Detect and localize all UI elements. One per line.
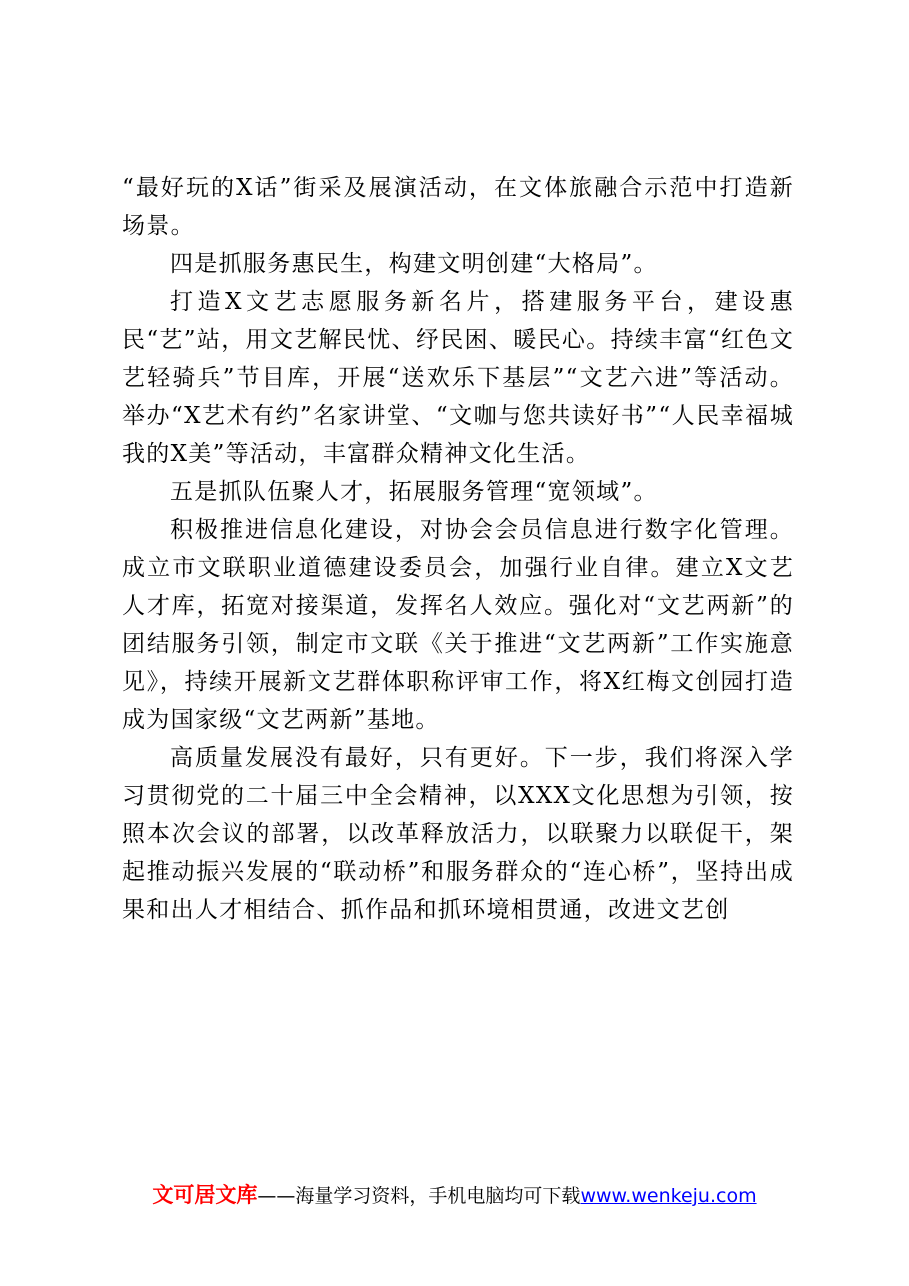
section-heading-four: 四是抓服务惠民生，构建文明创建“大格局”。 (170, 251, 658, 277)
section-heading-five: 五是抓队伍聚人才，拓展服务管理“宽领域”。 (170, 479, 658, 505)
paragraph-volunteer-service: 打造X文艺志愿服务新名片，搭建服务平台，建设惠民“艺”站，用文艺解民忧、纾民困、暖民心。持续丰富“红色文艺轻骑兵”节目库，开展“送欢乐下基层”“文艺六进”等活动。举办“X艺术有约”名家讲堂、“文咖与您共读好书”“人民幸福城我的X美”等活动，丰富群众精神文化生活。 (122, 289, 794, 467)
paragraph-next-steps: 高质量发展没有最好，只有更好。下一步，我们将深入学习贯彻党的二十届三中全会精神，以XXX文化思想为引领，按照本次会议的部署，以改革释放活力，以联聚力以联促干，架起推动振兴发展的“联动桥”和服务群众的“连心桥”，坚持出成果和出人才相结合、抓作品和抓环境相贯通，改进文艺创 (122, 745, 794, 923)
footer-banner (0, 1180, 909, 1211)
footer-brand: 文可居文库 (152, 1183, 258, 1207)
footer-link[interactable]: www.wenkeju.com (580, 1185, 757, 1207)
paragraph-talent-building: 积极推进信息化建设，对协会会员信息进行数字化管理。成立市文联职业道德建设委员会，加强行业自律。建立X文艺人才库，拓宽对接渠道，发挥名人效应。强化对“文艺两新”的团结服务引领，制定市文联《关于推进“文艺两新”工作实施意见》，持续开展新文艺群体职称评审工作，将X红梅文创园打造成为国家级“文艺两新”基地。 (122, 517, 794, 733)
document-body (122, 169, 794, 929)
paragraph-continuation: “最好玩的X话”街采及展演活动，在文体旅融合示范中打造新场景。 (122, 175, 794, 239)
footer-slogan: ——海量学习资料，手机电脑均可下载 (257, 1185, 581, 1207)
